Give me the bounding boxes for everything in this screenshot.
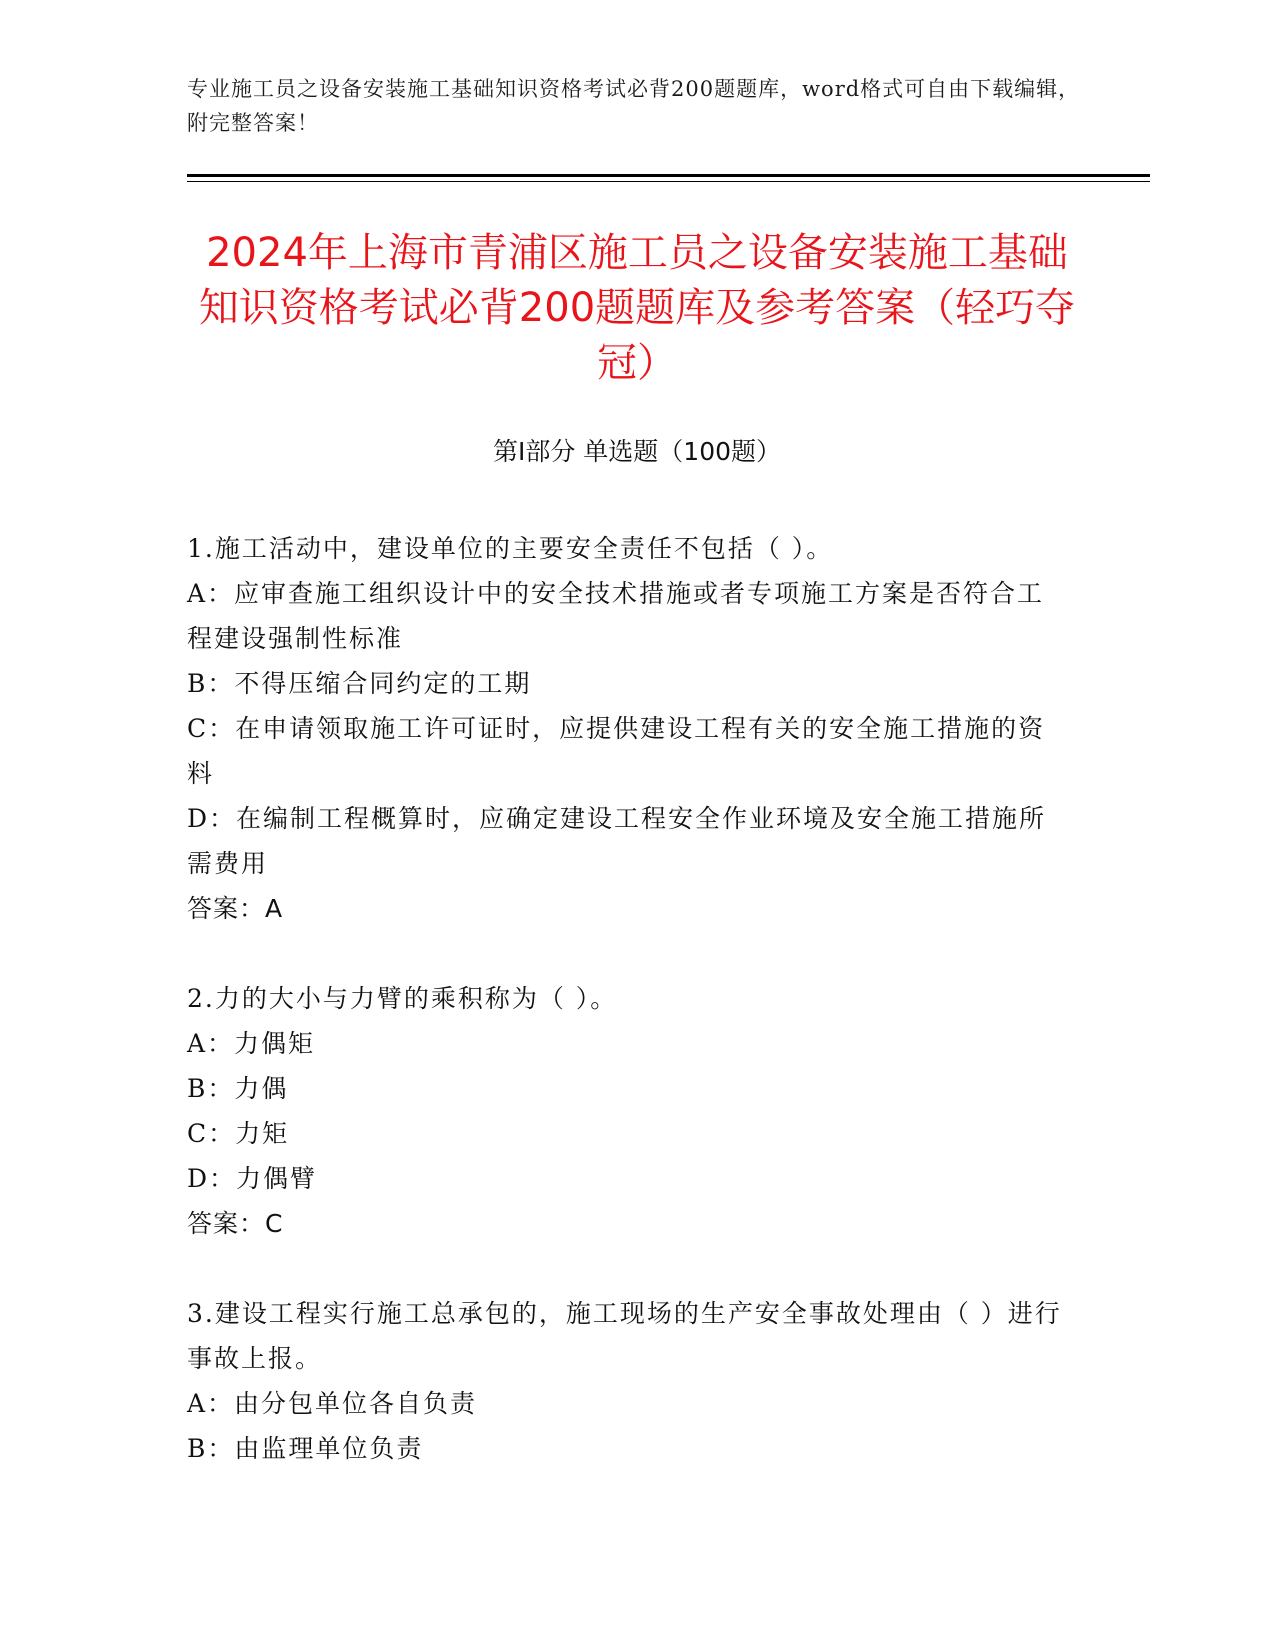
option-b: B：力偶 xyxy=(187,1074,289,1103)
question-3 xyxy=(187,1291,1067,1471)
question-2 xyxy=(187,976,1067,1246)
header-rule-thick xyxy=(187,174,1150,177)
option-b: B：不得压缩合同约定的工期 xyxy=(187,669,532,698)
question-stem: 3.建设工程实行施工总承包的，施工现场的生产安全事故处理由（ ）进行事故上报。 xyxy=(187,1299,1062,1373)
option-a: A：力偶矩 xyxy=(187,1029,316,1058)
option-a: A：由分包单位各自负责 xyxy=(187,1389,478,1418)
option-c: C：力矩 xyxy=(187,1119,290,1148)
question-stem: 2.力的大小与力臂的乘积称为（ ）。 xyxy=(187,984,618,1013)
question-list xyxy=(187,526,1067,1516)
question-stem: 1.施工活动中，建设单位的主要安全责任不包括（ ）。 xyxy=(187,534,834,563)
option-d: D：力偶臂 xyxy=(187,1164,318,1193)
document-title: 2024年上海市青浦区施工员之设备安装施工基础知识资格考试必背200题题库及参考答案（轻巧夺冠） xyxy=(198,230,1076,386)
option-c: C：在申请领取施工许可证时，应提供建设工程有关的安全施工措施的资料 xyxy=(187,714,1046,788)
question-1 xyxy=(187,526,1067,931)
section-heading: 第Ⅰ部分 单选题（100题） xyxy=(492,437,782,466)
header-rule-thin xyxy=(187,181,1150,182)
option-a: A：应审查施工组织设计中的安全技术措施或者专项施工方案是否符合工程建设强制性标准 xyxy=(187,579,1045,653)
option-b: B：由监理单位负责 xyxy=(187,1434,424,1463)
answer-line: 答案：C xyxy=(187,1209,284,1238)
answer-line: 答案：A xyxy=(187,894,284,923)
header-note: 专业施工员之设备安装施工基础知识资格考试必背200题题库，word格式可自由下载编辑，附完整答案！ xyxy=(187,77,1081,135)
option-d: D：在编制工程概算时，应确定建设工程安全作业环境及安全施工措施所需费用 xyxy=(187,804,1047,878)
